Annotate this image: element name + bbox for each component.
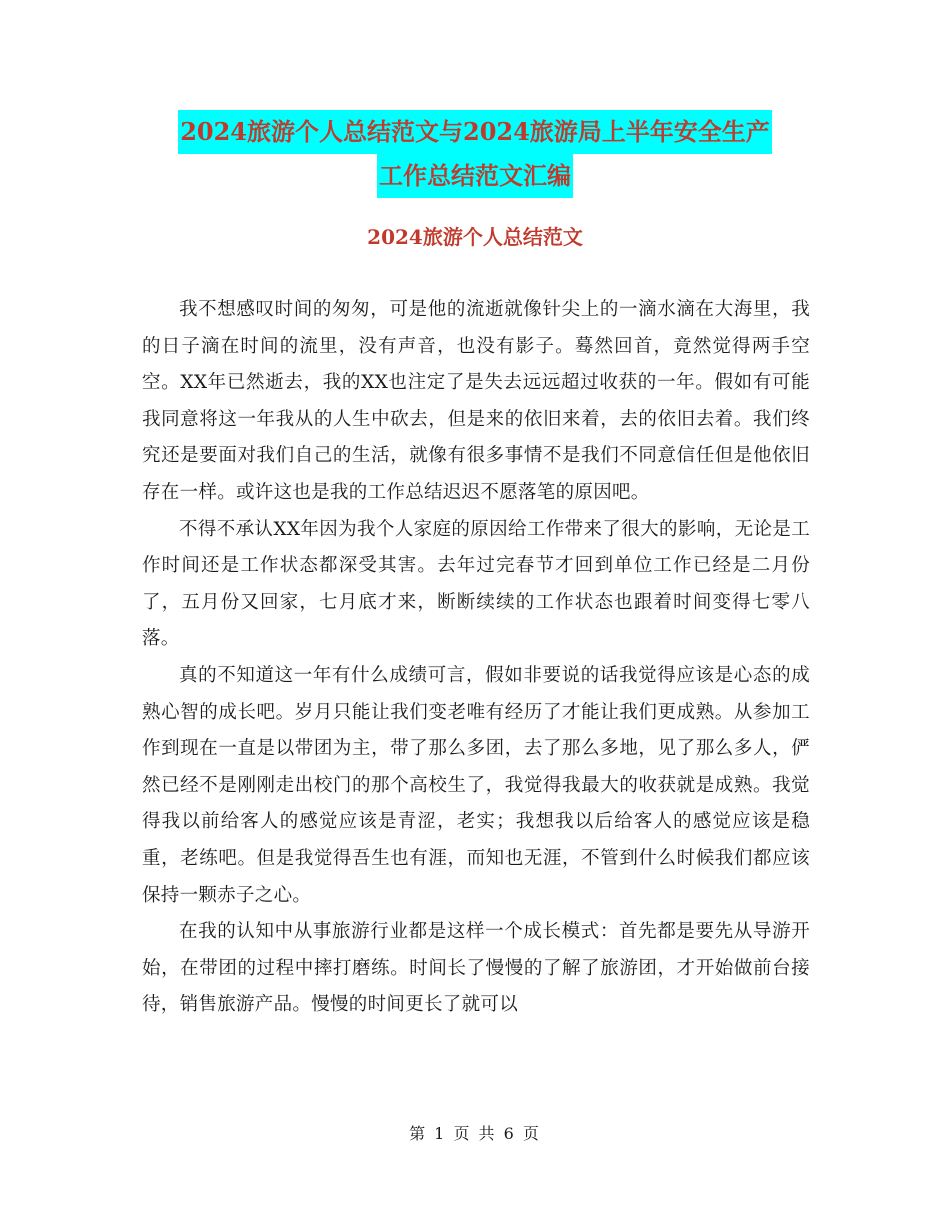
paragraph-3: 真的不知道这一年有什么成绩可言，假如非要说的话我觉得应该是心态的成熟心智的成长吧。岁月只能让我们变老唯有经历了才能让我们更成熟。从参加工作到现在一直是以带团为主，带了那么多团，去了那么多地，见了那么多人，俨然已经不是刚刚走出校门的那个高校生了，我觉得我最大的收获就是成熟。我觉得我以前给客人的感觉应该是青涩，老实；我想我以后给客人的感觉应该是稳重，老练吧。但是我觉得吾生也有涯，而知也无涯，不管到什么时候我们都应该保持一颗赤子之心。 [142, 664, 810, 906]
paragraph-1: 我不想感叹时间的匆匆，可是他的流逝就像针尖上的一滴水滴在大海里，我的日子滴在时间的流里，没有声音，也没有影子。蓦然回首，竟然觉得两手空空。XX年已然逝去，我的XX也注定了是失去远远超过收获的一年。假如有可能我同意将这一年我从的人生中砍去，但是来的依旧来着，去的依旧去着。我们终究还是要面对我们自己的生活，就像有很多事情不是我们不同意信任但是他依旧存在一样。或许这也是我的工作总结迟迟不愿落笔的原因吧。 [142, 299, 810, 503]
document-body [142, 292, 810, 1024]
paragraph-4: 在我的认知中从事旅游行业都是这样一个成长模式：首先都是要先从导游开始，在带团的过程中摔打磨练。时间长了慢慢的了解了旅游团，才开始做前台接待，销售旅游产品。慢慢的时间更长了就可以 [142, 921, 810, 1016]
document-title-line-2: 工作总结范文汇编 [377, 154, 573, 198]
page-footer: 第 1 页 共 6 页 [409, 1124, 541, 1143]
document-title-line-1: 2024旅游个人总结范文与2024旅游局上半年安全生产 [178, 110, 772, 154]
document-title [0, 110, 950, 198]
paragraph-2: 不得不承认XX年因为我个人家庭的原因给工作带来了很大的影响，无论是工作时间还是工作状态都深受其害。去年过完春节才回到单位工作已经是二月份了，五月份又回家，七月底才来，断断续续的工作状态也跟着时间变得七零八落。 [142, 518, 810, 650]
section-title: 2024旅游个人总结范文 [367, 225, 583, 249]
